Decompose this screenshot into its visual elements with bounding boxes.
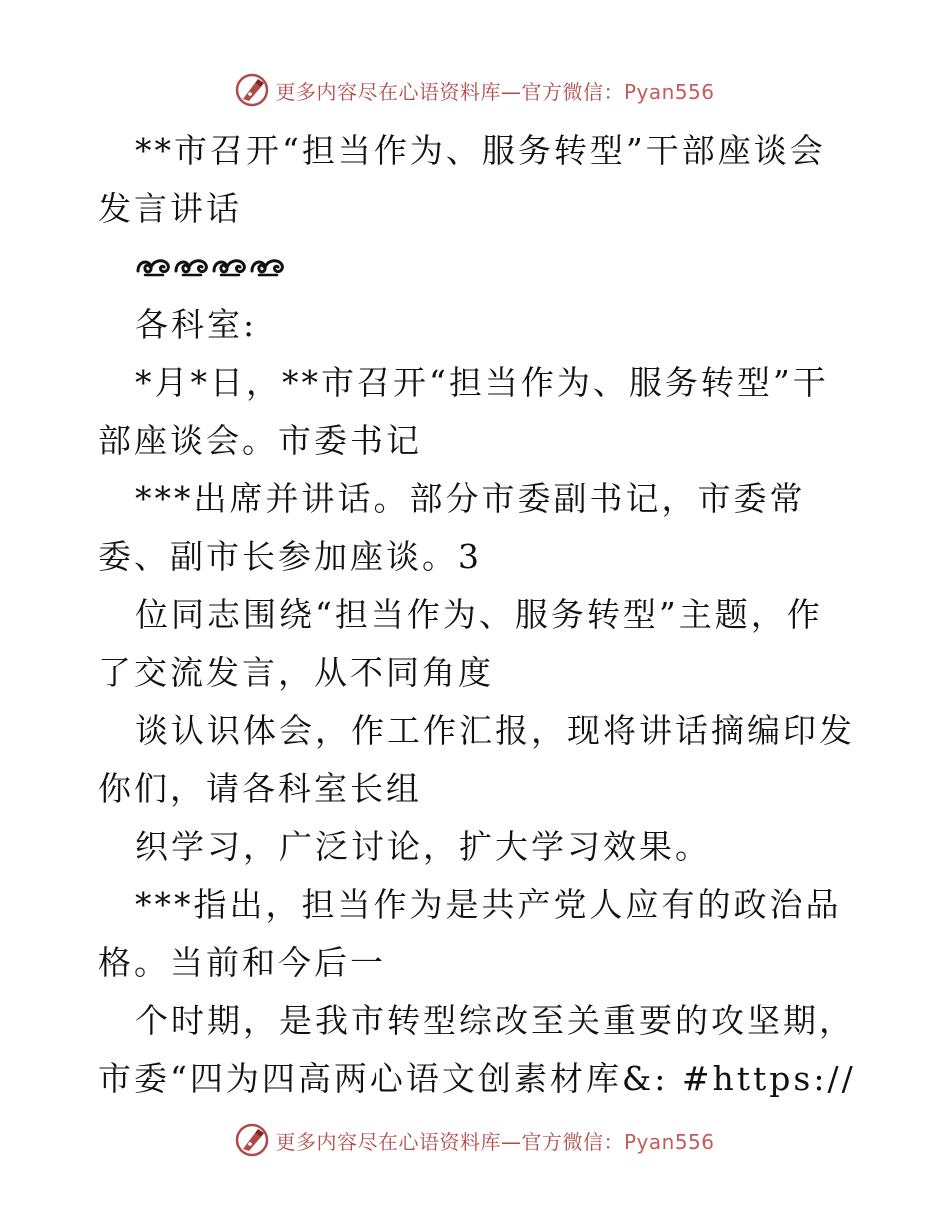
watermark-wechat-id: Pyan556	[623, 79, 715, 104]
scroll-flourish-icon	[249, 255, 285, 279]
watermark-header	[0, 70, 950, 110]
document-title: **市召开“担当作为、服务转型”干部座谈会发言讲话	[98, 131, 826, 228]
watermark-text: 更多内容尽在心语资料库—官方微信：Pyan556	[275, 1129, 715, 1154]
paragraph: *月*日，**市召开“担当作为、服务转型”干部座谈会。市委书记	[98, 363, 829, 460]
paragraph: 各科室:	[135, 305, 258, 344]
paragraph: ***出席并讲话。部分市委副书记，市委常委、副市长参加座谈。3	[98, 479, 806, 576]
watermark-footer	[0, 1120, 950, 1160]
paragraph: ***指出，担当作为是共产党人应有的政治品格。当前和今后一	[98, 885, 842, 982]
pen-nib-logo-icon	[235, 1123, 269, 1157]
ornament-divider	[98, 238, 856, 296]
paragraph: 位同志围绕“担当作为、服务转型”主题，作了交流发言，从不同角度	[98, 595, 823, 692]
scroll-flourish-icon	[211, 255, 247, 279]
scroll-flourish-icon	[173, 255, 209, 279]
document-body	[98, 122, 856, 1108]
pen-nib-logo-icon	[235, 73, 269, 107]
watermark-wechat-id: Pyan556	[623, 1129, 715, 1154]
paragraph: 织学习，广泛讨论，扩大学习效果。	[135, 827, 711, 866]
scroll-flourish-icon	[135, 255, 171, 279]
paragraph: 谈认识体会，作工作汇报，现将讲话摘编印发你们，请各科室长组	[98, 711, 855, 808]
paragraph: 个时期，是我市转型综改至关重要的攻坚期，市委“四为四高两心语文创素材库&: #https://	[98, 1001, 856, 1098]
watermark-text: 更多内容尽在心语资料库—官方微信：Pyan556	[275, 79, 715, 104]
